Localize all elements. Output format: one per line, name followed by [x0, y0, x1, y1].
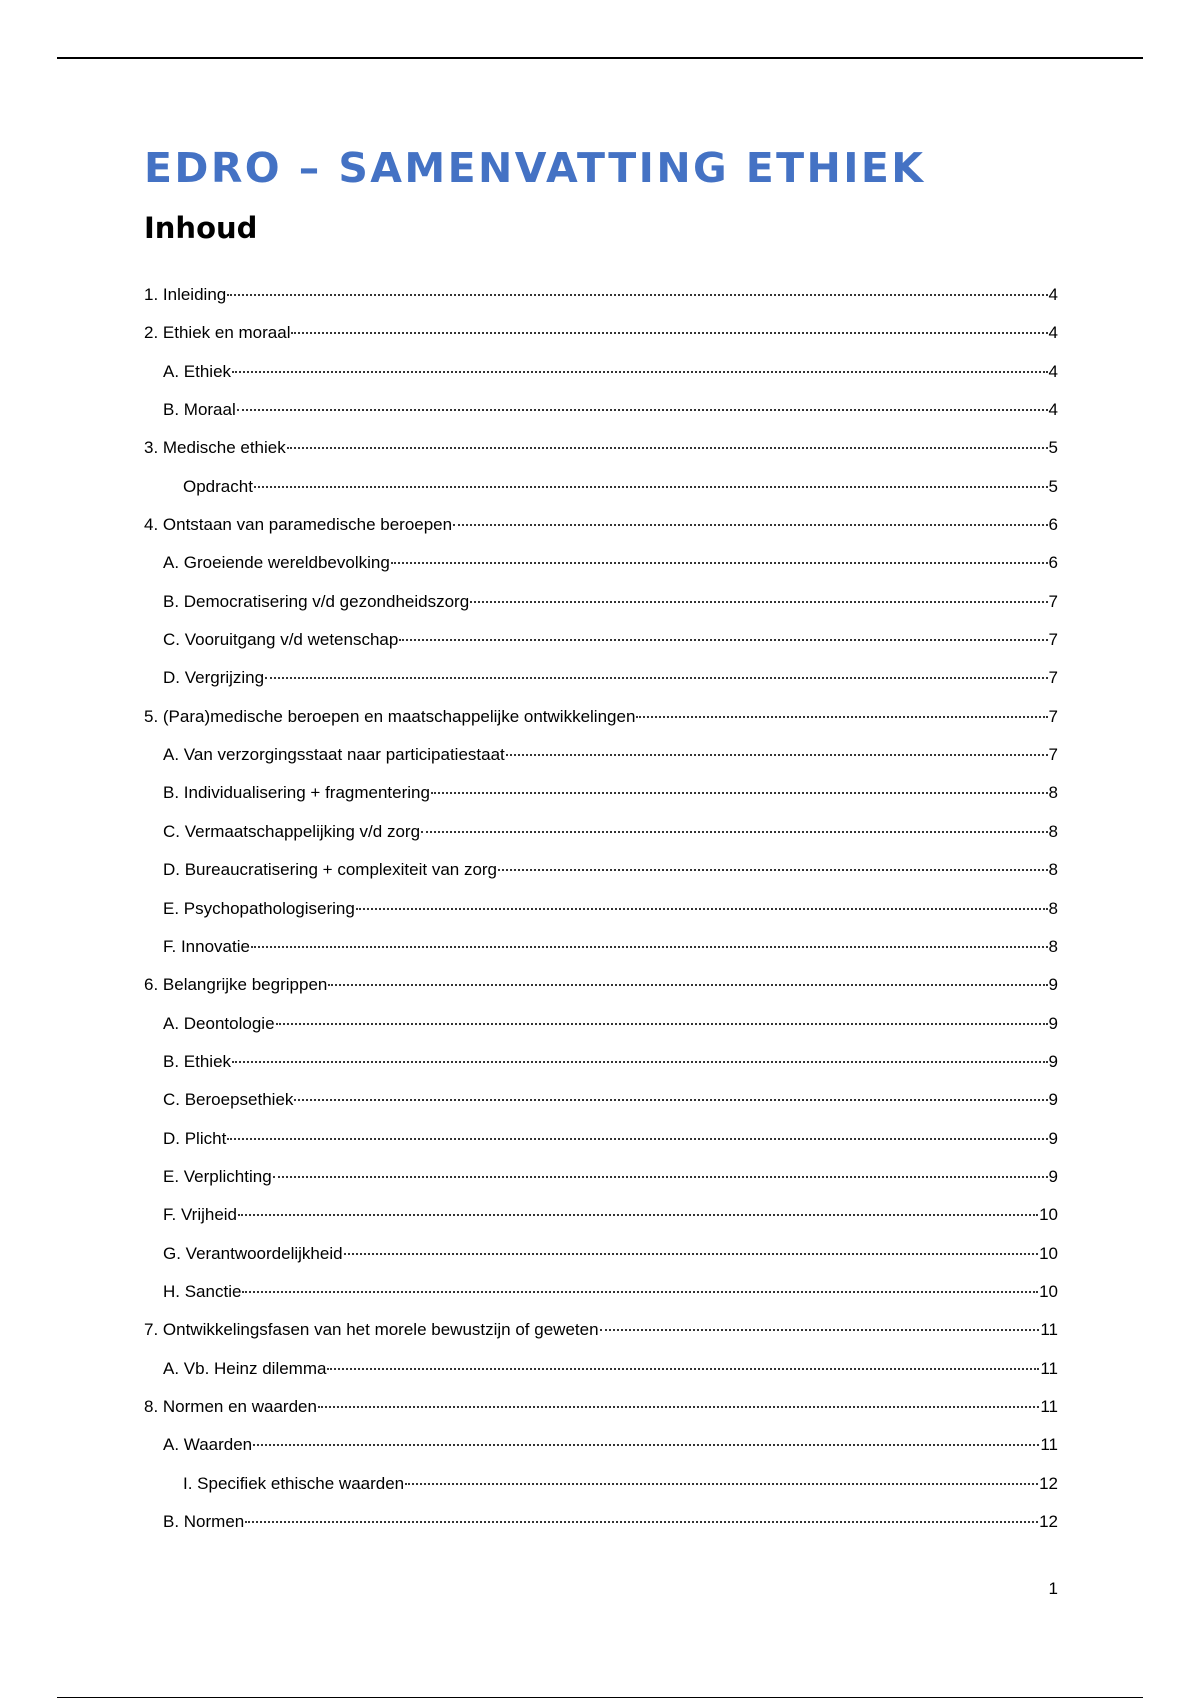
toc-entry[interactable]: [144, 1158, 1058, 1196]
toc-entry[interactable]: [144, 1043, 1058, 1081]
toc-entry-label: C. Vooruitgang v/d wetenschap: [163, 630, 399, 650]
toc-entry-page: 6: [1048, 515, 1058, 535]
document-header: [144, 140, 1058, 248]
toc-entry-label: D. Vergrijzing: [163, 668, 265, 688]
toc-entry-label: I. Specifiek ethische waarden: [183, 1473, 405, 1493]
toc-entry[interactable]: [144, 544, 1058, 582]
page-number: 1: [1048, 1579, 1058, 1598]
toc-entry-label: F. Innovatie: [163, 936, 250, 956]
toc-entry-page: 12: [1039, 1473, 1058, 1493]
document-title: EDRO – SAMENVATTING ETHIEK: [144, 144, 926, 192]
toc-entry[interactable]: [144, 1273, 1058, 1311]
toc-entry-label: 1. Inleiding: [144, 285, 227, 304]
toc-entry-page: 11: [1040, 1320, 1058, 1340]
toc-entry[interactable]: [144, 1196, 1058, 1234]
toc-entry-page: 4: [1048, 323, 1058, 343]
toc-entry-page: 6: [1048, 553, 1058, 573]
toc-entry-page: 4: [1048, 285, 1058, 304]
toc-entry[interactable]: [144, 966, 1058, 1004]
toc-entry-label: 2. Ethiek en moraal: [144, 323, 291, 343]
toc-entry-label: B. Individualisering + fragmentering: [163, 783, 430, 803]
toc-entry-label: F. Vrijheid: [163, 1205, 238, 1225]
toc-entry-label: 4. Ontstaan van paramedische beroepen: [144, 515, 453, 535]
page-bottom-rule: [57, 1697, 1143, 1698]
toc-entry-page: 7: [1048, 630, 1058, 650]
toc-entry-page: 7: [1048, 591, 1058, 611]
toc-entry-page: 9: [1048, 1090, 1058, 1110]
page-top-rule: [57, 57, 1143, 59]
toc-entry-page: 11: [1040, 1396, 1058, 1416]
toc-entry[interactable]: [144, 659, 1058, 697]
toc-dot-leader: [318, 1406, 1039, 1408]
toc-entry-label: A. Van verzorgingsstaat naar participatiestaat: [163, 745, 505, 765]
toc-dot-leader: [237, 409, 1048, 411]
toc-entry-label: D. Bureaucratisering + complexiteit van zorg: [163, 860, 498, 880]
toc-entry-page: 9: [1048, 1128, 1058, 1148]
toc-dot-leader: [356, 908, 1048, 910]
toc-dot-leader: [227, 1138, 1047, 1140]
toc-dot-leader: [227, 294, 1047, 296]
toc-dot-leader: [276, 1023, 1048, 1025]
toc-entry-page: 7: [1048, 706, 1058, 726]
toc-entry-page: 11: [1040, 1358, 1058, 1378]
toc-entry-label: A. Vb. Heinz dilemma: [163, 1358, 327, 1378]
toc-entry-page: 11: [1040, 1435, 1058, 1455]
toc-entry[interactable]: [144, 890, 1058, 928]
toc-entry-page: 7: [1048, 668, 1058, 688]
toc-dot-leader: [636, 716, 1047, 718]
toc-entry-label: A. Groeiende wereldbevolking: [163, 553, 390, 573]
toc-entry[interactable]: [144, 928, 1058, 966]
toc-entry[interactable]: [144, 1350, 1058, 1388]
toc-entry-page: 9: [1048, 975, 1058, 995]
toc-entry[interactable]: [144, 391, 1058, 429]
toc-dot-leader: [232, 371, 1047, 373]
toc-dot-leader: [344, 1253, 1039, 1255]
toc-dot-leader: [253, 1444, 1039, 1446]
toc-entry[interactable]: [144, 314, 1058, 352]
toc-entry-page: 10: [1039, 1281, 1058, 1301]
toc-entry-label: B. Ethiek: [163, 1051, 232, 1071]
toc-entry-label: B. Democratisering v/d gezondheidszorg: [163, 591, 470, 611]
toc-entry-label: H. Sanctie: [163, 1281, 242, 1301]
table-of-contents: [144, 276, 1058, 1541]
toc-entry[interactable]: [144, 774, 1058, 812]
toc-entry-label: G. Verantwoordelijkheid: [163, 1243, 343, 1263]
toc-entry[interactable]: [144, 468, 1058, 506]
toc-entry[interactable]: [144, 353, 1058, 391]
toc-entry-label: Opdracht: [183, 476, 253, 496]
toc-entry-label: A. Waarden: [163, 1435, 253, 1455]
toc-dot-leader: [291, 332, 1047, 334]
toc-dot-leader: [453, 524, 1047, 526]
toc-dot-leader: [287, 447, 1048, 449]
toc-entry[interactable]: [144, 813, 1058, 851]
toc-dot-leader: [251, 946, 1048, 948]
toc-dot-leader: [294, 1099, 1047, 1101]
toc-entry-label: 8. Normen en waarden: [144, 1396, 317, 1416]
toc-dot-leader: [328, 984, 1047, 986]
toc-entry[interactable]: [144, 1311, 1058, 1349]
toc-dot-leader: [265, 677, 1047, 679]
toc-entry-page: 5: [1048, 476, 1058, 496]
toc-dot-leader: [600, 1329, 1040, 1331]
toc-dot-leader: [399, 639, 1047, 641]
toc-dot-leader: [506, 754, 1048, 756]
toc-dot-leader: [391, 562, 1048, 564]
toc-entry[interactable]: [144, 1465, 1058, 1503]
toc-entry-page: 9: [1048, 1051, 1058, 1071]
toc-heading: Inhoud: [144, 211, 258, 245]
toc-entry-label: E. Psychopathologisering: [163, 898, 355, 918]
toc-entry[interactable]: [144, 1120, 1058, 1158]
toc-entry-label: C. Vermaatschappelijking v/d zorg: [163, 821, 421, 841]
toc-entry[interactable]: [144, 621, 1058, 659]
toc-entry-page: 10: [1039, 1205, 1058, 1225]
toc-entry-label: 3. Medische ethiek: [144, 438, 286, 458]
toc-entry[interactable]: [144, 429, 1058, 467]
toc-entry[interactable]: [144, 1081, 1058, 1119]
toc-entry-page: 10: [1039, 1243, 1058, 1263]
toc-dot-leader: [431, 792, 1048, 794]
toc-entry-label: A. Deontologie: [163, 1013, 275, 1033]
toc-dot-leader: [273, 1176, 1048, 1178]
toc-dot-leader: [421, 831, 1048, 833]
toc-entry-page: 4: [1048, 400, 1058, 420]
toc-entry-page: 8: [1048, 898, 1058, 918]
toc-dot-leader: [242, 1291, 1038, 1293]
toc-entry-label: 6. Belangrijke begrippen: [144, 975, 328, 995]
toc-entry[interactable]: [144, 1503, 1058, 1541]
toc-entry-label: 7. Ontwikkelingsfasen van het morele bewustzijn of geweten: [144, 1320, 599, 1340]
toc-entry-page: 9: [1048, 1166, 1058, 1186]
toc-entry[interactable]: [144, 1426, 1058, 1464]
toc-entry[interactable]: [144, 276, 1058, 314]
toc-entry[interactable]: [144, 506, 1058, 544]
toc-entry[interactable]: [144, 1388, 1058, 1426]
toc-entry-page: 8: [1048, 821, 1058, 841]
toc-entry[interactable]: [144, 583, 1058, 621]
toc-dot-leader: [238, 1214, 1038, 1216]
toc-entry[interactable]: [144, 1005, 1058, 1043]
toc-dot-leader: [254, 486, 1048, 488]
toc-entry-label: B. Moraal: [163, 400, 236, 420]
toc-entry[interactable]: [144, 851, 1058, 889]
toc-entry-label: D. Plicht: [163, 1128, 227, 1148]
toc-entry-label: A. Ethiek: [163, 361, 232, 381]
toc-entry-page: 9: [1048, 1013, 1058, 1033]
toc-entry-page: 4: [1048, 361, 1058, 381]
toc-entry[interactable]: [144, 1235, 1058, 1273]
toc-dot-leader: [405, 1483, 1038, 1485]
toc-entry-page: 5: [1048, 438, 1058, 458]
toc-entry-label: E. Verplichting: [163, 1166, 272, 1186]
toc-entry-page: 7: [1048, 745, 1058, 765]
toc-entry-label: B. Normen: [163, 1512, 245, 1531]
toc-dot-leader: [327, 1368, 1039, 1370]
toc-dot-leader: [498, 869, 1048, 871]
toc-dot-leader: [470, 601, 1047, 603]
toc-entry[interactable]: [144, 736, 1058, 774]
toc-entry-label: 5. (Para)medische beroepen en maatschappelijke ontwikkelingen: [144, 706, 636, 726]
toc-entry-page: 8: [1048, 936, 1058, 956]
toc-entry[interactable]: [144, 698, 1058, 736]
toc-entry-page: 8: [1048, 783, 1058, 803]
toc-entry-label: C. Beroepsethiek: [163, 1090, 294, 1110]
toc-entry-page: 8: [1048, 860, 1058, 880]
toc-dot-leader: [232, 1061, 1047, 1063]
toc-entry-page: 12: [1039, 1512, 1058, 1531]
toc-dot-leader: [245, 1521, 1038, 1523]
